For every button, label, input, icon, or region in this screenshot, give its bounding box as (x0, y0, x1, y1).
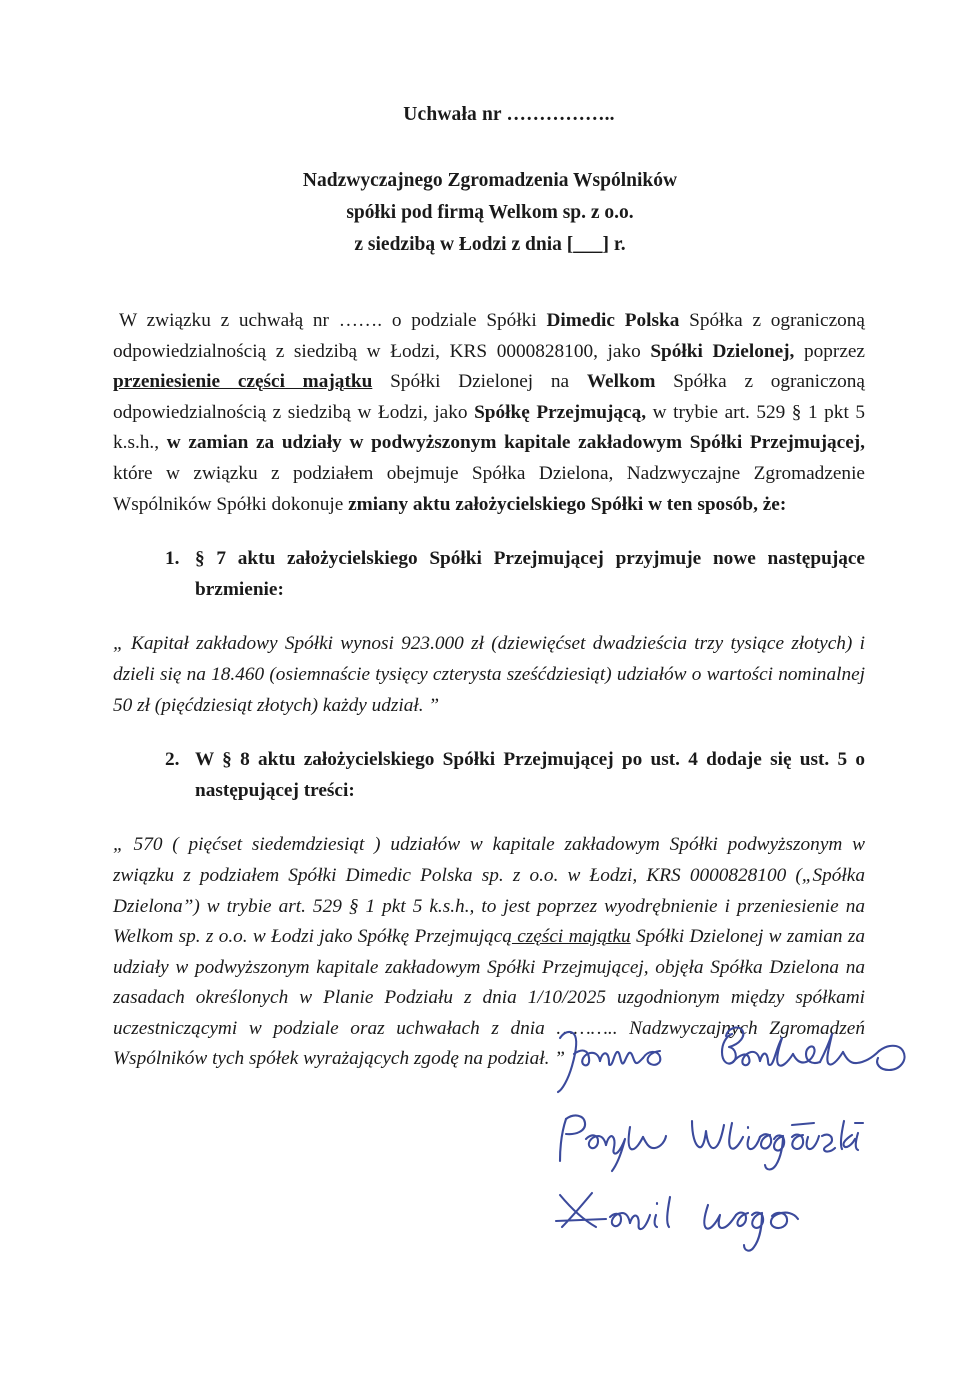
header-line-1: Nadzwyczajnego Zgromadzenia Wspólników (302, 170, 678, 191)
header-line-3: z siedzibą w Łodzi z dnia [___] r. (354, 234, 626, 255)
preamble-przeniesienie-czesci-majatku: przeniesienie części majątku (113, 371, 373, 393)
preamble-seg-9: Spółka z ograniczoną odpowiedzialnością z siedzibą w Łodzi, jako (113, 371, 865, 423)
preamble-paragraph (113, 306, 865, 520)
preamble-w-zamian-za-udzialy: w zamian za udziały w podwyższonym kapitale zakładowym Spółki Przejmującej, (166, 432, 865, 454)
preamble-seg-5: poprzez (794, 340, 865, 362)
clause-text-1: § 7 aktu założycielskiego Spółki Przejmującej przyjmuje nowe następujące brzmienie: (195, 548, 865, 600)
preamble-zmiany-aktu: zmiany aktu założycielskiego Spółki w ten sposób, że: (348, 493, 787, 515)
final-quote-seg-3: Spółki Dzielonej w zamian za udziały w podwyższonym kapitale zakładowym Spółki Przejmującej, objęła Spółka Dzielona na zasadach określonych w Planie Podziału z dnia 1/10/2025 uzgodnionym między spółkami uczestniczącymi w podziale oraz uchwałach z dnia ……….. Nadzwyczajnych Zgromadzeń Wspólników tych spółek wyrażających zgodę na podział. ” (113, 926, 866, 1070)
preamble-seg-1: W związku z uchwałą nr ……. o podziale Spółki (119, 310, 547, 331)
clause-1-quote: „ Kapitał zakładowy Spółki wynosi 923.000 zł (dziewięćset dwadzieścia trzy tysiące złotych) i dzieli się na 18.460 (osiemnaście tysięcy czterysta sześćdziesiąt) udziałów o wartości nominalnej 50 zł (pięćdziesiąt złotych) każdy udział. ” (113, 633, 865, 716)
document-header (113, 104, 867, 261)
preamble-seg-3: Spółka z ograniczoną odpowiedzialnością z siedzibą w Łodzi, KRS 0000828100, jako (113, 310, 865, 362)
clause-number-2: 2. (165, 749, 180, 771)
preamble-spolki-dzielonej: Spółki Dzielonej, (650, 340, 795, 362)
final-quote-seg-1: „ 570 ( pięćset siedemdziesiąt ) udziałów w kapitale zakładowym Spółki podwyższonym w związku z podziałem Spółki Dimedic Polska sp. z o.o. w Łodzi, KRS 0000828100 („Spółka Dzielona”) w trybie art. 529 § 1 pkt 5 k.s.h., to jest poprzez wyodrębnienie i przeniesienie na Welkom sp. z o.o. w Łodzi jako Spółkę Przejmującą (113, 834, 865, 948)
preamble-spolke-przejmujaca: Spółkę Przejmującą, (474, 401, 647, 423)
clause-item-2 (113, 745, 865, 806)
preamble-seg-13: które w związku z podziałem obejmuje Spółka Dzielona, Nadzwyczajne Zgromadzenie Wspólników Spółki dokonuje (113, 462, 865, 515)
clause-list (113, 544, 865, 605)
preamble-company-welkom: Welkom (586, 371, 656, 393)
preamble-company-dimedic: Dimedic Polska (546, 310, 680, 331)
document-body (113, 306, 865, 1075)
signature-patryk-wielgolaski (552, 1105, 882, 1175)
signature-block (540, 1000, 940, 1260)
final-quote-czesci-majatku: części majątku (511, 926, 631, 948)
header-line-2: spółki pod firmą Welkom sp. z o.o. (346, 202, 634, 223)
clause-number-1: 1. (165, 548, 180, 570)
preamble-seg-7: Spółki Dzielonej na (372, 371, 587, 393)
clause-item-1 (113, 544, 865, 605)
signature-kamil-lupa (548, 1183, 868, 1255)
page-title: Uchwała nr …………….. (403, 104, 615, 125)
signature-joanna-bankoul (550, 1020, 920, 1096)
preamble-seg-11: w trybie art. 529 § 1 pkt 5 k.s.h., (113, 401, 865, 454)
header-subtitle-block (113, 165, 867, 261)
clause-list-2 (113, 745, 865, 806)
clause-text-2: W § 8 aktu założycielskiego Spółki Przejmującej po ust. 4 dodaje się ust. 5 o następującej treści: (195, 749, 865, 801)
